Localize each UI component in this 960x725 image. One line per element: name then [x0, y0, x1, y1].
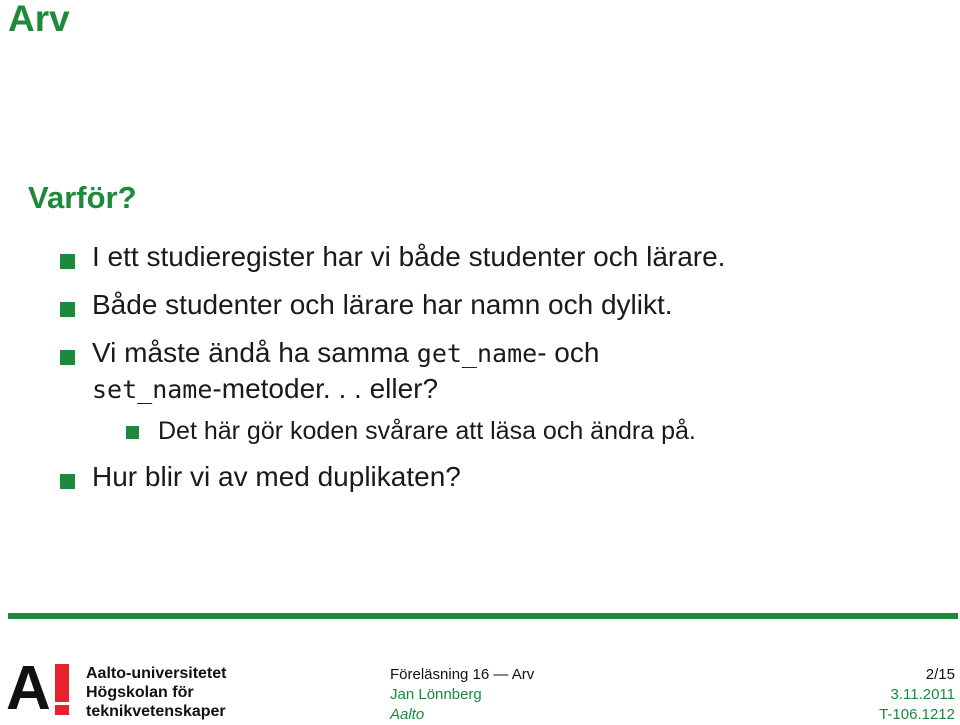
page-number: 2/15: [925, 666, 955, 683]
bullet-item-3-cont: [92, 372, 438, 407]
bullet-item-2: Både studenter och lärare har namn och dylikt.: [92, 289, 673, 320]
bullet-item-4: Hur blir vi av med duplikaten?: [92, 461, 461, 492]
logo-exclamation-dot: [55, 705, 69, 715]
author-name: Jan Lönnberg: [390, 686, 482, 703]
bullet-item-3: [92, 336, 599, 371]
bullet-marker: [60, 302, 75, 317]
university-name: [86, 664, 226, 721]
logo-exclamation-bar: [55, 664, 69, 702]
slide-title: Arv: [8, 0, 70, 39]
sub-bullet-item: Det här gör koden svårare att läsa och ändra på.: [158, 417, 696, 445]
logo-letter: A: [6, 654, 49, 723]
block-title: Varför?: [28, 180, 137, 215]
university-line-1: Aalto-universitetet: [86, 665, 227, 682]
bullet-marker: [60, 350, 75, 365]
footer-right: [879, 665, 955, 725]
bullet-marker: [60, 254, 75, 269]
bullet-3-text-2: - och: [537, 337, 600, 368]
institution-name: Aalto: [390, 706, 425, 723]
sub-bullet-marker: [126, 426, 139, 439]
bullet-item-1: I ett studieregister har vi både studenter och lärare.: [92, 241, 726, 272]
footer-center: [390, 665, 534, 725]
university-line-2: Högskolan för: [86, 684, 194, 701]
course-code: T-106.1212: [879, 706, 955, 723]
code-get-name: get_name: [416, 339, 538, 368]
bullet-marker: [60, 474, 75, 489]
footer-rule: [8, 613, 958, 619]
lecture-date: 3.11.2011: [890, 686, 955, 703]
code-set-name: set_name: [92, 375, 213, 404]
university-line-3: teknikvetenskaper: [86, 703, 226, 720]
bullet-3-text-3: -metoder. . . eller?: [212, 373, 439, 404]
bullet-3-text-1: Vi måste ändå ha samma: [92, 337, 417, 368]
lecture-title: Föreläsning 16 — Arv: [390, 666, 535, 683]
